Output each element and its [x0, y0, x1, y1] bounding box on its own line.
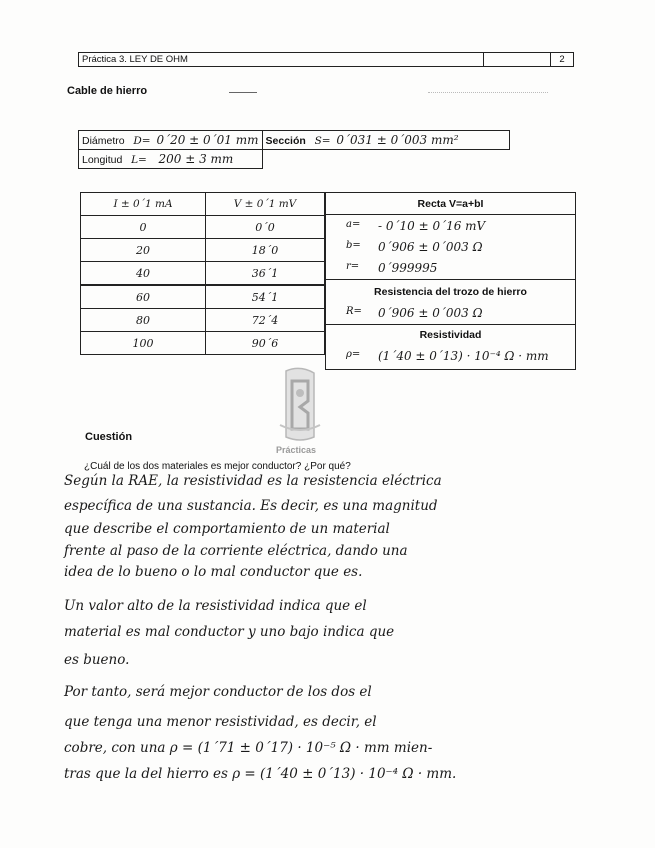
empty-cell: [262, 150, 509, 169]
current-cell: 40: [81, 262, 206, 286]
r-value: 0´999995: [378, 261, 438, 275]
r-label: r=: [346, 261, 360, 272]
divider: [326, 214, 575, 215]
faint-divider: [428, 92, 548, 93]
dimensions-table: [78, 130, 510, 169]
a-value: - 0´10 ± 0´16 mV: [378, 219, 486, 233]
logo-icon: [270, 367, 330, 445]
length-symbol: L=: [131, 154, 147, 166]
voltage-cell: 36´1: [206, 262, 325, 286]
b-value: 0´906 ± 0´003 Ω: [378, 240, 483, 254]
measurement-block: [80, 192, 576, 370]
table-row: [81, 262, 325, 286]
answer-line: cobre, con una ρ = (1´71 ± 0´17) · 10⁻⁵ Ω · mm mien-: [64, 740, 433, 756]
voltage-cell: 0´0: [206, 216, 325, 239]
question-text: ¿Cuál de los dos materiales es mejor conductor? ¿Por qué?: [84, 461, 351, 472]
answer-line: específica de una sustancia. Es decir, es una magnitud: [64, 498, 438, 514]
b-label: b=: [346, 240, 361, 251]
current-cell: 80: [81, 309, 206, 332]
current-cell: 0: [81, 216, 206, 239]
answer-line: Según la RAE, la resistividad es la resistencia eléctrica: [64, 473, 442, 489]
voltage-cell: 72´4: [206, 309, 325, 332]
header-title: Práctica 3. LEY DE OHM: [79, 53, 484, 66]
table-row: [81, 309, 325, 332]
rho-label: ρ=: [346, 349, 361, 360]
diameter-cell: [79, 131, 263, 150]
rho-value: (1´40 ± 0´13) · 10⁻⁴ Ω · mm: [378, 349, 549, 363]
section-label: Sección: [265, 135, 306, 147]
divider: [326, 279, 575, 280]
current-cell: 100: [81, 332, 206, 355]
question-heading: Cuestión: [85, 431, 133, 443]
voltage-cell: 90´6: [206, 332, 325, 355]
page-number: 2: [559, 54, 565, 65]
R-value: 0´906 ± 0´003 Ω: [378, 306, 483, 320]
voltage-cell: 54´1: [206, 285, 325, 309]
logo-text: Prácticas: [276, 445, 317, 455]
divider: [326, 324, 575, 325]
fit-title: Recta V=a+bI: [417, 198, 484, 210]
resistance-title: Resistencia del trozo de hierro: [374, 286, 527, 298]
a-label: a=: [346, 219, 361, 230]
section-symbol: S=: [314, 135, 331, 147]
diameter-symbol: D=: [133, 135, 151, 147]
table-row: [81, 285, 325, 309]
answer-line: Un valor alto de la resistividad indica que el: [64, 598, 367, 614]
length-cell: [79, 150, 263, 169]
table-row: [81, 216, 325, 239]
voltage-cell: 18´0: [206, 239, 325, 262]
current-cell: 20: [81, 239, 206, 262]
R-label: R=: [346, 306, 362, 317]
table-row: [81, 332, 325, 355]
header-spacer: [484, 53, 551, 66]
fit-results-panel: [325, 192, 576, 370]
section-cell: [262, 131, 509, 150]
divider-line: [229, 92, 257, 93]
answer-line: Por tanto, será mejor conductor de los dos el: [64, 684, 372, 700]
practicas-logo: [270, 367, 330, 459]
section-value: 0´031 ± 0´003 mm²: [336, 133, 459, 147]
length-label: Longitud: [82, 154, 123, 166]
length-value: 200 ± 3 mm: [158, 152, 234, 166]
answer-line: idea de lo bueno o lo mal conductor que es.: [64, 564, 363, 580]
diameter-label: Diámetro: [82, 135, 125, 147]
answer-line: es bueno.: [64, 652, 130, 668]
page-header: [78, 52, 574, 67]
col-header-current: I ± 0´1 mA: [81, 193, 206, 216]
answer-line: que describe el comportamiento de un material: [64, 521, 390, 537]
answer-line: tras que la del hierro es ρ = (1´40 ± 0´13) · 10⁻⁴ Ω · mm.: [64, 766, 457, 782]
answer-line: frente al paso de la corriente eléctrica, dando una: [64, 543, 408, 559]
answer-line: material es mal conductor y uno bajo indica que: [64, 624, 395, 640]
current-cell: 60: [81, 285, 206, 309]
section-title: Cable de hierro: [67, 85, 148, 97]
col-header-voltage: V ± 0´1 mV: [206, 193, 325, 216]
table-row: [81, 239, 325, 262]
resistivity-title: Resistividad: [419, 329, 482, 341]
measurement-table: [80, 192, 325, 355]
diameter-value: 0´20 ± 0´01 mm: [156, 133, 259, 147]
answer-line: que tenga una menor resistividad, es decir, el: [64, 714, 377, 730]
